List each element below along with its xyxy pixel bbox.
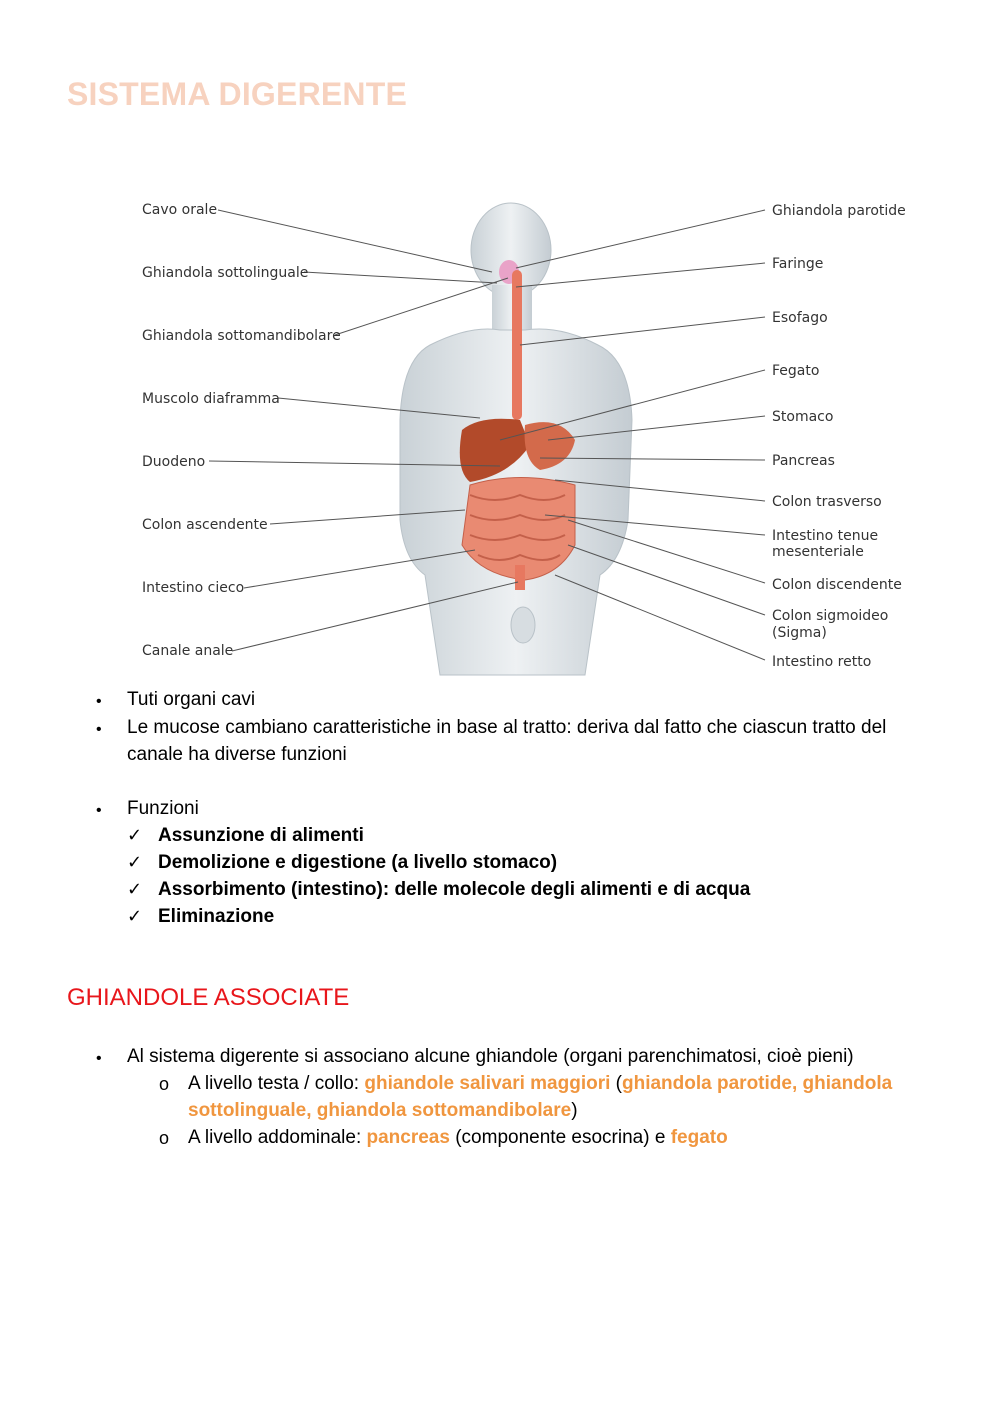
label-faringe: Faringe (772, 256, 824, 272)
label-stomaco: Stomaco (772, 409, 834, 425)
highlight-text: ghiandola parotide, ghiandola (622, 1073, 893, 1094)
label-mesenteriale: mesenteriale (772, 544, 864, 560)
label-canale-anale: Canale anale (142, 643, 234, 659)
highlight-text: ghiandole salivari maggiori (364, 1073, 611, 1094)
function-item: Assunzione di alimenti (158, 825, 364, 846)
label-sigma: (Sigma) (772, 625, 827, 641)
circle-bullet: o (159, 1128, 170, 1148)
check-icon: ✓ (127, 852, 143, 873)
sub-item-prefix: A livello addominale: (188, 1127, 367, 1148)
circle-bullet: o (159, 1074, 170, 1094)
label-colon-trasverso: Colon trasverso (772, 494, 882, 510)
label-fegato: Fegato (772, 363, 820, 379)
digestive-system-diagram (0, 190, 1000, 680)
highlight-text: sottolinguale, ghiandola sottomandibolare (188, 1100, 572, 1121)
list-item: Funzioni (127, 798, 199, 819)
list-item: Al sistema digerente si associano alcune ghiandole (organi parenchimatosi, cioè pieni) (127, 1046, 854, 1067)
paren-text: ) (571, 1100, 578, 1121)
label-cavo-orale: Cavo orale (142, 202, 218, 218)
sub-item-continuation (188, 1097, 578, 1124)
list-item: Tuti organi cavi (127, 689, 256, 710)
paren-text: ( (610, 1073, 622, 1094)
function-item: Assorbimento (intestino): delle molecole degli alimenti e di acqua (158, 879, 751, 900)
check-icon: ✓ (127, 906, 143, 927)
label-ghiandola-sottomandibolare: Ghiandola sottomandibolare (142, 328, 341, 344)
label-intestino-retto: Intestino retto (772, 654, 872, 670)
bullet-marker: • (96, 802, 102, 819)
label-colon-ascendente: Colon ascendente (142, 517, 268, 533)
label-ghiandola-sottolinguale: Ghiandola sottolinguale (142, 265, 309, 281)
bullet-marker: • (96, 1050, 102, 1067)
sub-item-prefix: A livello testa / collo: (188, 1073, 365, 1094)
bullet-marker: • (96, 693, 102, 710)
label-pancreas: Pancreas (772, 453, 835, 469)
label-muscolo-diaframma: Muscolo diaframma (142, 391, 280, 407)
highlight-text: pancreas (366, 1127, 450, 1148)
bullet-marker: • (96, 721, 102, 738)
label-ghiandola-parotide: Ghiandola parotide (772, 203, 906, 219)
sub-item-abdomen (188, 1124, 728, 1151)
list-item: Le mucose cambiano caratteristiche in base al tratto: deriva dal fatto che ciascun tratto del (127, 717, 887, 738)
sub-item-head (188, 1070, 892, 1097)
highlight-text: fegato (670, 1127, 728, 1148)
label-intestino-tenue: Intestino tenue (772, 528, 879, 544)
label-esofago: Esofago (772, 310, 828, 326)
label-colon-discendente: Colon discendente (772, 577, 902, 593)
function-item: Eliminazione (158, 906, 275, 927)
page-title: SISTEMA DIGERENTE (67, 76, 408, 112)
list-item-continuation: canale ha diverse funzioni (127, 744, 347, 765)
label-duodeno: Duodeno (142, 454, 206, 470)
check-icon: ✓ (127, 825, 143, 846)
label-colon-sigmoideo: Colon sigmoideo (772, 608, 889, 624)
section-title: GHIANDOLE ASSOCIATE (67, 984, 350, 1011)
label-intestino-cieco: Intestino cieco (142, 580, 245, 596)
plain-text: (componente esocrina) e (449, 1127, 671, 1148)
function-item: Demolizione e digestione (a livello stomaco) (158, 852, 558, 873)
check-icon: ✓ (127, 879, 143, 900)
